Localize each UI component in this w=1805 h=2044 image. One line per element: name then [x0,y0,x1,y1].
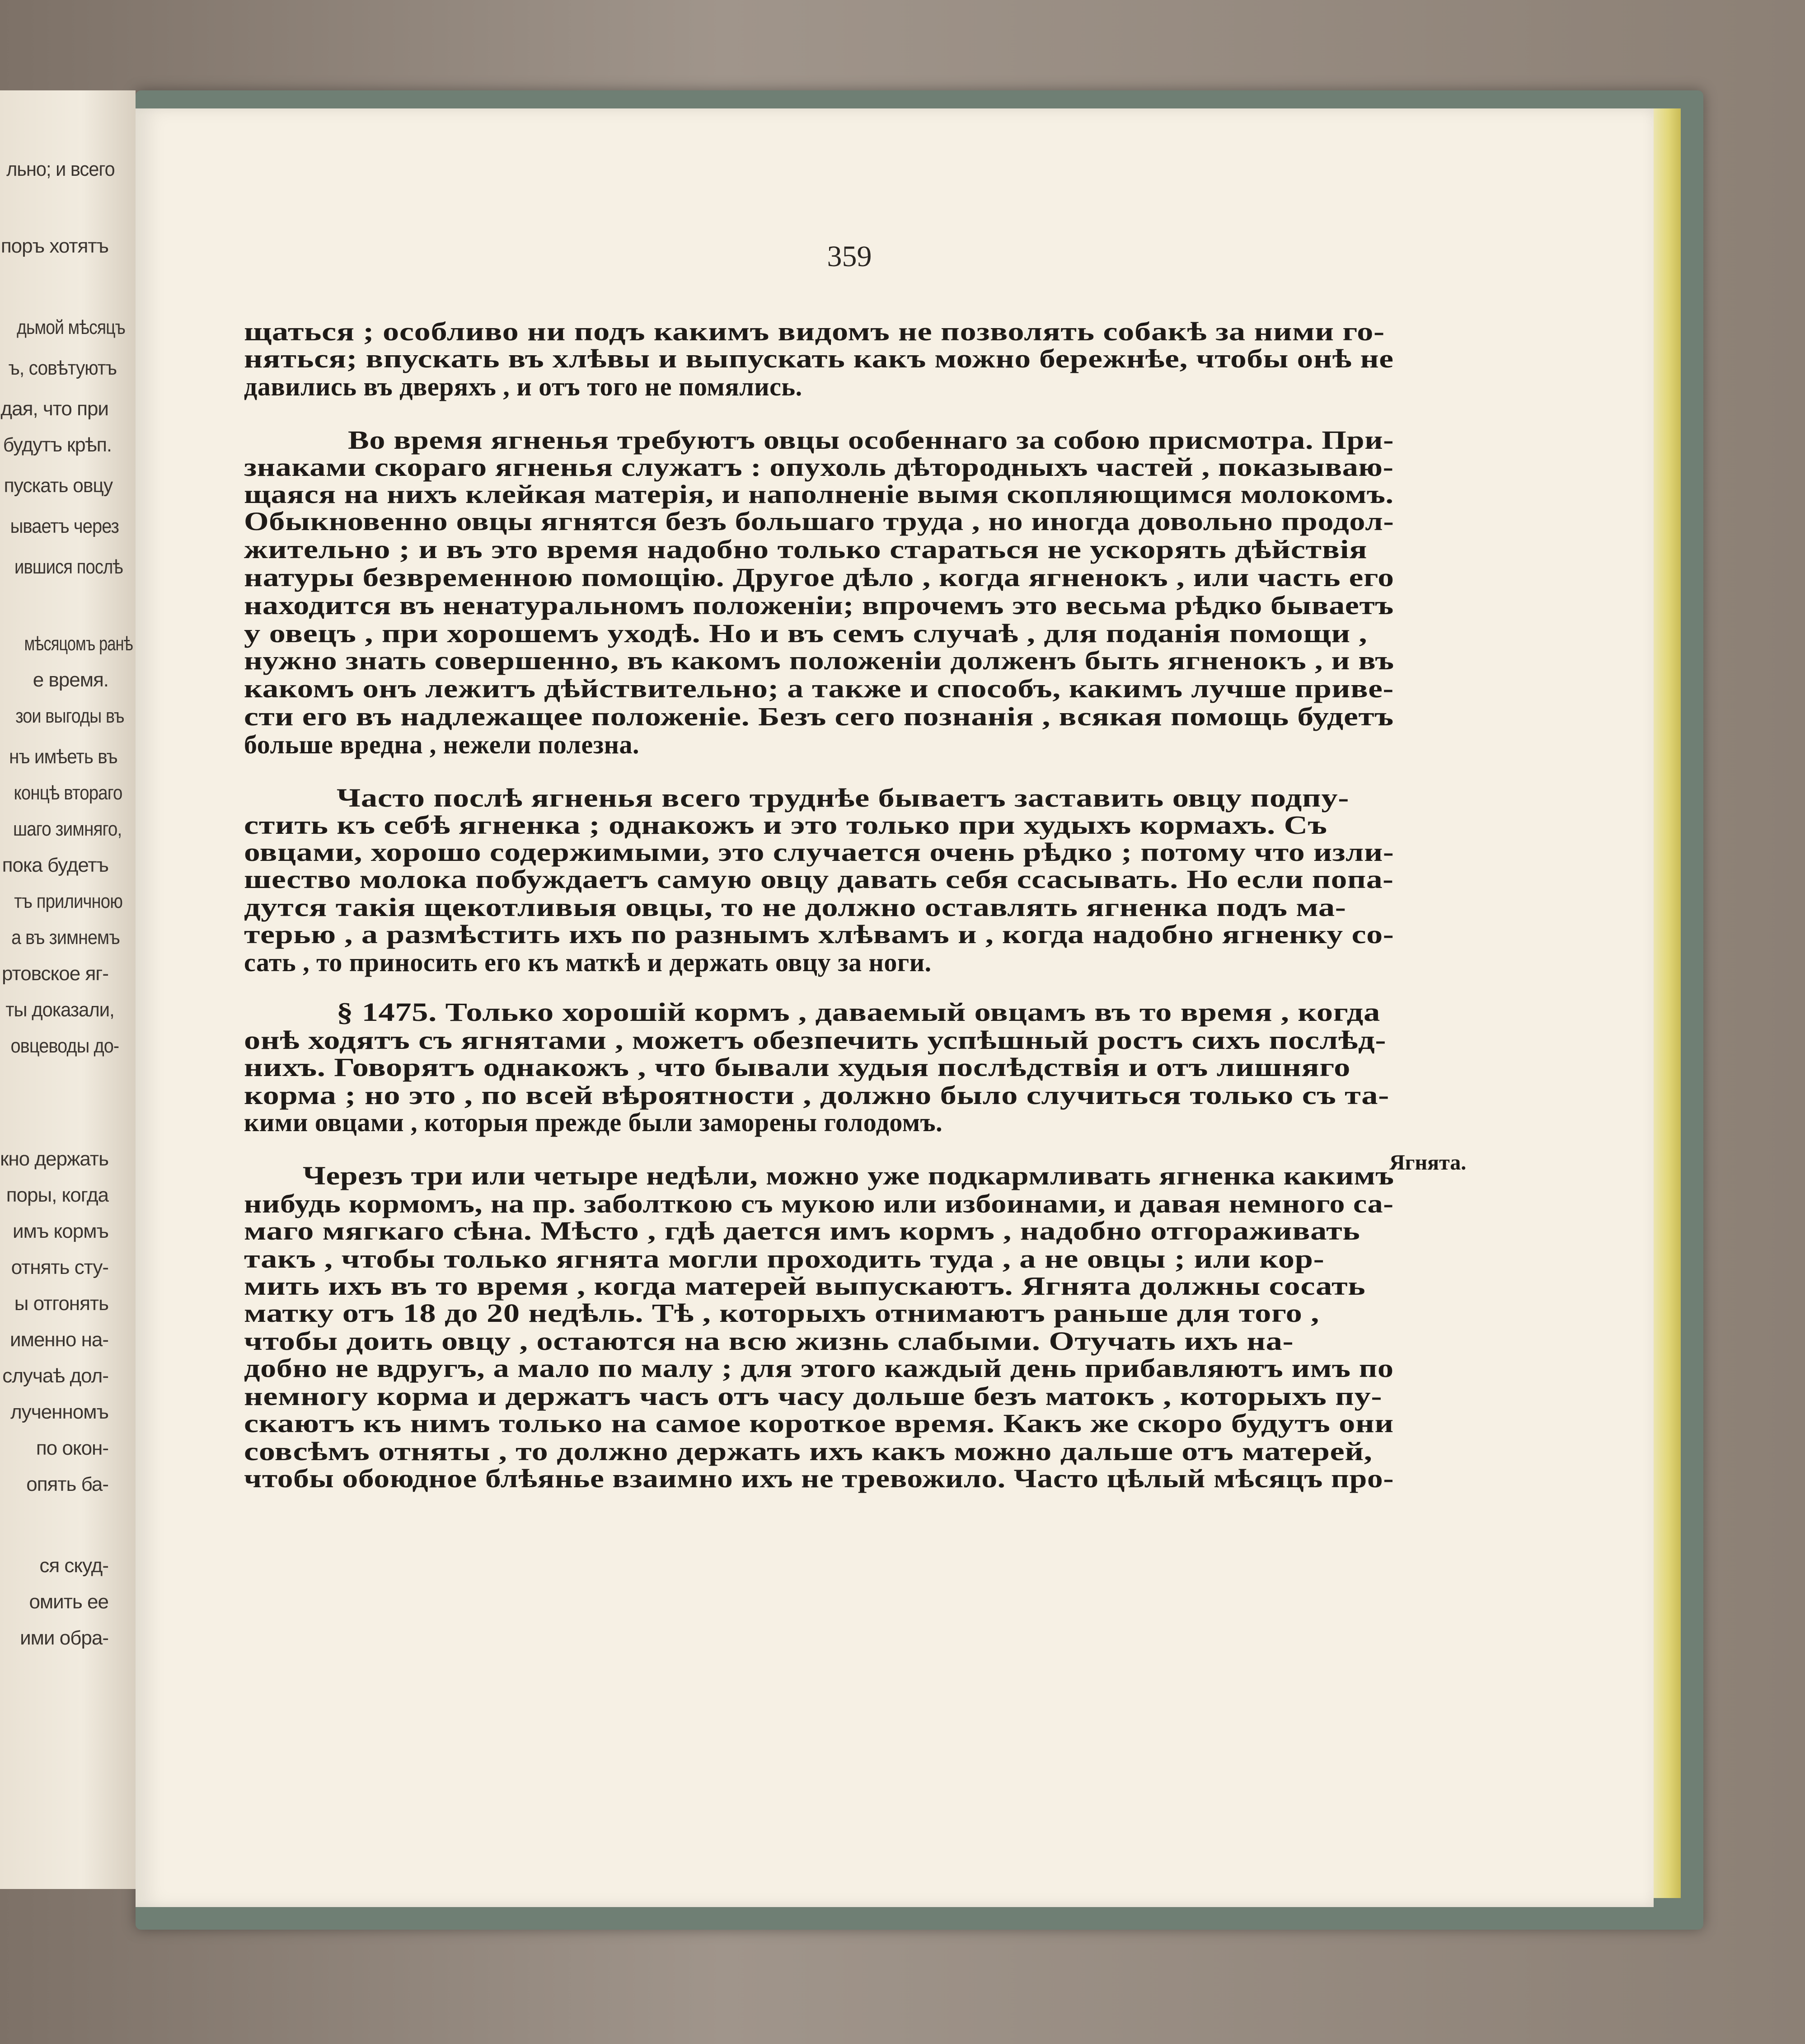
text-line: кими овцами , которыя прежде были заморены голодомъ. [244,1108,943,1137]
margin-note: Ягнята. [1389,1151,1467,1175]
left-page-text-line: поръ хотятъ [0,235,108,257]
left-page-text-line: случаѣ дол- [2,1365,108,1387]
left-page-text-line: концѣ втораго [14,782,122,804]
text-line: щаяся на нихъ клейкая матерія, и наполненіе вымя скопляющимся молокомъ. [244,479,1394,509]
text-line: чтобы обоюдное блѣянье взаимно ихъ не тревожило. Часто цѣлый мѣсяцъ про- [244,1464,1394,1493]
text-line: натуры безвременною помощію. Другое дѣло , когда ягненокъ , или часть его [244,563,1394,592]
left-page-text-line: зои выгоды въ [15,705,124,727]
text-line: щаться ; особливо ни подъ какимъ видомъ не позволять собакѣ за ними го- [244,317,1385,346]
text-line: сать , то приносить его къ маткѣ и держать овцу за ноги. [244,948,932,977]
text-line: скаютъ къ нимъ только на самое короткое время. Какъ же скоро будутъ они [244,1409,1394,1438]
text-line: Во время ягненья требуютъ овцы особеннаго за собою присмотра. При- [348,425,1394,455]
previous-page-fragment [0,90,136,1889]
text-line: § 1475. Только хорошій кормъ , даваемый овцамъ въ то время , когда [337,997,1380,1027]
left-page-text-line: кно держать [0,1148,108,1170]
left-page-text-line: льно; и всего [6,158,115,180]
text-line: овцами, хорошо содержимыми, это случается очень рѣдко ; потому что изли- [244,837,1394,867]
text-line: нихъ. Говорятъ однакожъ , что бывали худыя послѣдствія и отъ лишняго [244,1053,1350,1082]
text-line: у овецъ , при хорошемъ уходѣ. Но и въ семъ случаѣ , для поданія помощи , [244,619,1368,648]
left-page-text-line: отнять сту- [11,1256,108,1278]
left-page-text-line: а въ зимнемъ [11,926,120,949]
text-line: дутся такія щекотливыя овцы, то не должно оставлять ягненка подъ ма- [244,893,1346,922]
left-page-text-line: имъ кормъ [13,1220,108,1242]
left-page-text-line: ты доказали, [5,999,114,1021]
left-page-text-line: пускать овцу [4,475,113,497]
left-page-text-line: ся скуд- [39,1555,108,1577]
text-line: немногу корма и держатъ часъ отъ часу дольше безъ матокъ , которыхъ пу- [244,1381,1383,1411]
left-page-text-line: шаго зимняго, [13,818,122,840]
left-page-text-line: опять ба- [26,1473,108,1495]
text-line: нужно знать совершенно, въ какомъ положеніи долженъ быть ягненокъ , и въ [244,646,1394,675]
text-line: знаками скораго ягненья служатъ : опухоль дѣтородныхъ частей , показываю- [244,452,1394,482]
left-page-text-line: ъ, совѣтуютъ [8,357,117,379]
text-line: совсѣмъ отняты , то должно держать ихъ какъ можно дальше отъ матерей, [244,1437,1373,1466]
page-number: 359 [827,240,872,273]
left-page-text-line: омить ее [29,1591,108,1613]
left-page-text-line: ртовское яг- [2,963,108,985]
text-line: стить къ себѣ ягненка ; однакожъ и это только при худыхъ кормахъ. Съ [244,810,1327,840]
left-page-text-line: будутъ крѣп. [3,434,112,456]
text-line: корма ; но это , по всей вѣроятности , должно было случиться только съ та- [244,1081,1389,1110]
left-page-text-line: ываетъ через [10,515,119,537]
text-line: какомъ онъ лежитъ дѣйствительно; а также и способъ, какимъ лучше приве- [244,674,1394,703]
text-line: няться; впускать въ хлѣвы и выпускать какъ можно бережнѣе, чтобы онѣ не [244,344,1394,373]
left-page-text-line: ими обра- [20,1627,108,1649]
text-line: Черезъ три или четыре недѣли, можно уже подкармливать ягненка какимъ [303,1161,1394,1190]
text-line: онѣ ходятъ съ ягнятами , можетъ обезпечить успѣшный ростъ сихъ послѣд- [244,1025,1387,1055]
left-page-text-line: нъ имѣеть въ [9,746,117,768]
text-line: терью , а размѣстить ихъ по разнымъ хлѣвамъ и , когда надобно ягненку со- [244,920,1394,949]
left-page-text-line: поры, когда [6,1184,108,1206]
left-page-text-line: лученномъ [10,1401,108,1423]
left-page-text-line: е время. [33,669,108,691]
page-edge [1649,108,1681,1898]
text-line: больше вредна , нежели полезна. [244,730,640,759]
left-page-text-line: овцеводы до- [10,1035,119,1057]
text-line: сти его въ надлежащее положеніе. Безъ сего познанія , всякая помощь будетъ [244,702,1394,731]
text-line: маго мягкаго сѣна. Мѣсто , гдѣ дается имъ кормъ , надобно отгораживать [244,1216,1360,1245]
left-page-text-line: пока будетъ [2,854,108,876]
text-line: находится въ ненатуральномъ положеніи; впрочемъ это весьма рѣдко бываетъ [244,591,1394,620]
left-page-text-line: по окон- [36,1437,108,1459]
text-line: жительно ; и въ это время надобно только стараться не ускорять дѣйствія [244,535,1368,564]
text-line: матку отъ 18 до 20 недѣль. Тѣ , которыхъ отнимаютъ раньше для того , [244,1298,1320,1328]
text-line: мить ихъ въ то время , когда матерей выпускаютъ. Ягнята должны сосать [244,1271,1366,1301]
text-line: чтобы доить овцу , остаются на всю жизнь слабыми. Отучать ихъ на- [244,1326,1294,1356]
left-page-text-line: тъ приличною [14,890,123,912]
text-line: Обыкновенно овцы ягнятся безъ большаго труда , но иногда довольно продол- [244,507,1394,536]
left-page-text-line: ившися послѣ [14,556,123,578]
text-line: давились въ дверяхъ , и отъ того не помялись. [244,372,802,401]
text-line: такъ , чтобы только ягнята могли проходить туда , а не овцы ; или кор- [244,1244,1325,1273]
left-page-text-line: ы отгонять [14,1292,108,1315]
text-line: шество молока побуждаетъ самую овцу давать себя ссасывать. Но если попа- [244,865,1394,894]
left-page-text-line: дьмой мѣсяцъ [17,316,126,338]
text-line: добно не вдругъ, а мало по малу ; для этого каждый день прибавляютъ имъ по [244,1353,1394,1383]
left-page-text-line: мѣсяцомъ ранѣ [24,633,133,655]
left-page-text-line: дая, что при [0,398,108,420]
left-page-text-line: именно на- [9,1329,108,1351]
text-line: нибудь кормомъ, на пр. заболткою съ мукою или избоинами, и давая немного са- [244,1189,1394,1218]
text-line: Часто послѣ ягненья всего труднѣе бываетъ заставить овцу подпу- [337,783,1349,813]
